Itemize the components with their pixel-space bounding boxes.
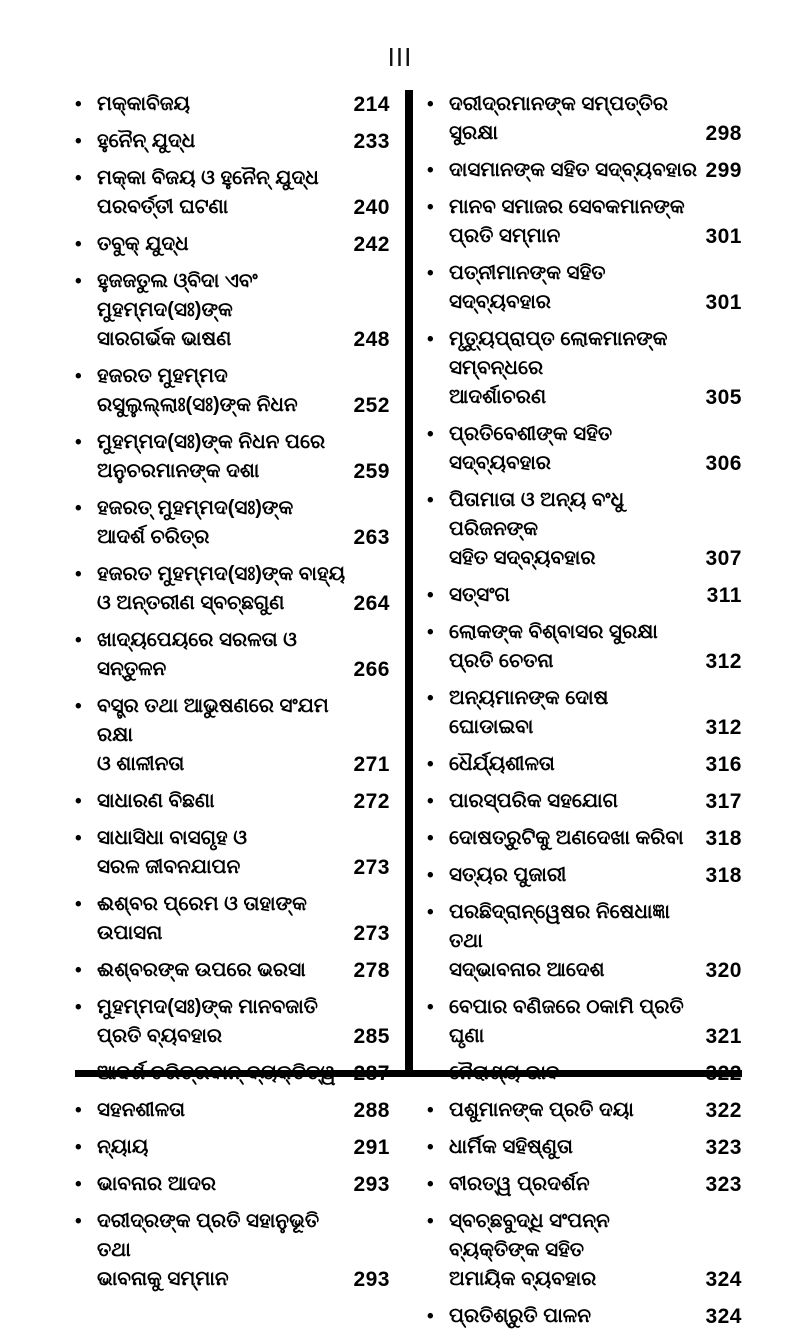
- toc-left-column: [75, 90, 390, 1291]
- bullet-icon: •: [427, 585, 434, 606]
- entry-page-number: 322: [705, 1062, 742, 1085]
- entry-page-number: 311: [706, 584, 742, 607]
- bullet-icon: •: [427, 754, 434, 775]
- toc-entry: [427, 581, 742, 610]
- entry-title: ଲୋକଙ୍କ ବିଶ୍ବାସର ସୁରକ୍ଷା ପ୍ରତି ଚେତନା: [449, 621, 658, 672]
- bullet-icon: •: [427, 865, 434, 886]
- entry-title: ହୁନୈନ୍ ଯୁଦ୍ଧ: [97, 130, 196, 152]
- bullet-icon: •: [427, 1063, 434, 1084]
- toc-entry: [75, 90, 390, 119]
- bullet-icon: •: [75, 366, 82, 387]
- toc-entry: [75, 787, 390, 816]
- bullet-icon: •: [75, 1211, 82, 1232]
- entry-title: ମୁହମ୍ମଦ(ସଃ)ଙ୍କ ମାନବଜାତି ପ୍ରତି ବ୍ୟବହାର: [97, 996, 318, 1047]
- entry-page-number: 273: [353, 856, 390, 879]
- entry-page-number: 323: [705, 1173, 742, 1196]
- entry-title: ବୀରତ୍ୱ ପ୍ରଦର୍ଶନ: [449, 1173, 590, 1195]
- entry-page-number: 248: [353, 328, 390, 351]
- bullet-icon: •: [427, 828, 434, 849]
- toc-entry: [427, 1302, 742, 1331]
- bullet-icon: •: [75, 1100, 82, 1121]
- entry-page-number: 264: [353, 592, 390, 615]
- toc-entry: [427, 684, 742, 742]
- bullet-icon: •: [75, 997, 82, 1018]
- entry-title: ହଜରତ ମୁହମ୍ମଦ(ସଃ)ଙ୍କ ବାହ୍ୟ ଓ ଅନ୍ତରୀଣ ସ୍ବଚ୍ଛଗୁଣ: [97, 563, 346, 614]
- entry-title: ମକ୍କାବିଜୟ: [97, 93, 191, 115]
- entry-page-number: 293: [353, 1173, 390, 1196]
- toc-entry: [75, 1096, 390, 1125]
- entry-title: ମୃତ୍ୟୁପ୍ରାପ୍ତ ଲୋକମାନଙ୍କ ସମ୍ବନ୍ଧରେ ଆଦର୍ଶାଚରଣ: [449, 328, 668, 408]
- bullet-icon: •: [75, 168, 82, 189]
- bullet-icon: •: [75, 828, 82, 849]
- table-of-contents: [75, 90, 742, 1328]
- entry-page-number: 318: [705, 864, 742, 887]
- bullet-icon: •: [427, 1306, 434, 1327]
- toc-entry: [75, 164, 390, 222]
- toc-entry: [75, 626, 390, 684]
- entry-title: ମକ୍କା ବିଜୟ ଓ ହୁନୈନ୍ ଯୁଦ୍ଧ ପରବର୍ତ୍ତୀ ଘଟଣା: [97, 167, 319, 218]
- toc-entry: [427, 259, 742, 317]
- toc-entry: [427, 486, 742, 573]
- bullet-icon: •: [427, 1211, 434, 1232]
- toc-entry: [75, 1059, 390, 1088]
- bullet-icon: •: [427, 902, 434, 923]
- entry-title: ତବୁକ୍ ଯୁଦ୍ଧ: [97, 233, 189, 255]
- bullet-icon: •: [427, 160, 434, 181]
- entry-title: ପାରସ୍ପରିକ ସହଯୋଗ: [449, 790, 618, 812]
- entry-title: ଧାର୍ମିକ ସହିଷ୍ଣୁତା: [449, 1136, 573, 1158]
- toc-entry: [75, 230, 390, 259]
- bullet-icon: •: [427, 997, 434, 1018]
- bullet-icon: •: [75, 564, 82, 585]
- toc-entry: [427, 1207, 742, 1294]
- entry-title: ଅନ୍ୟମାନଙ୍କ ଦୋଷ ଘୋଡାଇବା: [449, 687, 609, 738]
- entry-page-number: 240: [353, 196, 390, 219]
- bullet-icon: •: [75, 791, 82, 812]
- toc-entry: [427, 618, 742, 676]
- entry-page-number: 324: [705, 1268, 742, 1291]
- toc-entry: [427, 861, 742, 890]
- toc-entry: [427, 1133, 742, 1162]
- entry-title: ଦରୀଦ୍ରମାନଙ୍କ ସମ୍ପତ୍ତିର ସୁରକ୍ଷା: [449, 93, 669, 144]
- entry-page-number: 263: [353, 526, 390, 549]
- toc-entry: [427, 787, 742, 816]
- bullet-icon: •: [75, 1137, 82, 1158]
- toc-entry: [75, 824, 390, 882]
- entry-page-number: 287: [353, 1062, 390, 1085]
- bullet-icon: •: [75, 630, 82, 651]
- bullet-icon: •: [75, 498, 82, 519]
- bullet-icon: •: [427, 622, 434, 643]
- toc-entry: [75, 692, 390, 779]
- entry-page-number: 271: [353, 753, 390, 776]
- entry-title: ସହନଶୀଳତା: [97, 1099, 186, 1121]
- bullet-icon: •: [75, 696, 82, 717]
- bullet-icon: •: [75, 960, 82, 981]
- toc-entry: [75, 267, 390, 354]
- entry-page-number: 272: [353, 790, 390, 813]
- entry-page-number: 316: [705, 753, 742, 776]
- entry-title: ପ୍ରତିବେଶୀଙ୍କ ସହିତ ସଦ୍‌ବ୍ୟବହାର: [449, 423, 613, 474]
- column-divider-rule: [405, 90, 413, 1070]
- bullet-icon: •: [427, 1137, 434, 1158]
- entry-title: ଧୈର୍ଯ୍ୟଶୀଳତା: [449, 753, 555, 775]
- bullet-icon: •: [427, 197, 434, 218]
- toc-entry: [75, 956, 390, 985]
- entry-page-number: 301: [705, 225, 742, 248]
- toc-entry: [75, 560, 390, 618]
- toc-entry: [75, 1133, 390, 1162]
- toc-entry: [427, 325, 742, 412]
- toc-entry: [427, 993, 742, 1051]
- entry-page-number: 273: [353, 922, 390, 945]
- entry-title: ଆଦର୍ଶ ଚରିତ୍ରବାନ୍ ବ୍ୟକ୍ତିତ୍ୱ: [97, 1062, 336, 1084]
- entry-page-number: 307: [705, 547, 742, 570]
- entry-title: ନୈରାଶ୍ୟ ଭାବ: [449, 1062, 560, 1084]
- entry-page-number: 318: [705, 827, 742, 850]
- toc-entry: [427, 1059, 742, 1088]
- entry-title: ମୁହମ୍ମଦ(ସଃ)ଙ୍କ ନିଧନ ପରେ ଅନୁଚରମାନଙ୍କ ଦଶା: [97, 431, 326, 482]
- toc-entry: [75, 993, 390, 1051]
- entry-title: ଦରୀଦ୍ରଙ୍କ ପ୍ରତି ସହାନୁଭୂତି ତଥା ଭାବନାକୁ ସମ୍ମାନ: [97, 1210, 320, 1290]
- entry-title: ଈଶ୍ବରଙ୍କ ଉପରେ ଭରସା: [97, 959, 306, 981]
- bullet-icon: •: [75, 894, 82, 915]
- toc-right-column: [427, 90, 742, 1328]
- bullet-icon: •: [75, 234, 82, 255]
- entry-title: ବସ୍ତ୍ର ତଥା ଆଭୁଷଣରେ ସଂଯମ ରକ୍ଷା ଓ ଶାଳୀନତା: [97, 695, 329, 775]
- entry-page-number: 214: [353, 93, 390, 116]
- toc-entry: [75, 1207, 390, 1294]
- entry-page-number: 242: [353, 233, 390, 256]
- entry-page-number: 324: [705, 1305, 742, 1328]
- entry-page-number: 322: [705, 1099, 742, 1122]
- bullet-icon: •: [427, 1100, 434, 1121]
- bullet-icon: •: [427, 424, 434, 445]
- entry-title: ଦୋଷତ୍ରୁଟିକୁ ଅଣଦେଖା କରିବା: [449, 827, 684, 849]
- entry-title: ହଜରତ ମୁହମ୍ମଦ ରସୁଲୁଲ୍ଲାଃ(ସଃ)ଙ୍କ ନିଧନ: [97, 365, 298, 416]
- entry-page-number: 305: [705, 386, 742, 409]
- toc-entry: [427, 420, 742, 478]
- toc-entry: [427, 750, 742, 779]
- bullet-icon: •: [75, 1174, 82, 1195]
- toc-entry: [427, 824, 742, 853]
- entry-title: ଖାଦ୍ୟପେୟରେ ସରଳତା ଓ ସନ୍ତୁଳନ: [97, 629, 297, 680]
- entry-page-number: 278: [353, 959, 390, 982]
- book-page: [0, 42, 800, 1328]
- entry-page-number: 312: [705, 650, 742, 673]
- toc-entry: [427, 193, 742, 251]
- entry-title: ପଶୁମାନଙ୍କ ପ୍ରତି ଦୟା: [449, 1099, 634, 1121]
- entry-title: ଈଶ୍ବର ପ୍ରେମ ଓ ତାହାଙ୍କ ଉପାସନା: [97, 893, 307, 944]
- toc-entry: [427, 156, 742, 185]
- bullet-icon: •: [427, 490, 434, 511]
- entry-title: ପିତାମାତା ଓ ଅନ୍ୟ ବଂଧୁ ପରିଜନଙ୍କ ସହିତ ସଦ୍‌ବ୍ୟବହାର: [449, 489, 625, 569]
- entry-page-number: 233: [353, 130, 390, 153]
- toc-entry: [75, 494, 390, 552]
- entry-title: ସାଧାରଣ ବିଛଣା: [97, 790, 215, 812]
- toc-entry: [75, 362, 390, 420]
- bullet-icon: •: [427, 1174, 434, 1195]
- entry-title: ମାନବ ସମାଜର ସେବକମାନଙ୍କ ପ୍ରତି ସମ୍ମାନ: [449, 196, 685, 247]
- entry-page-number: 301: [705, 291, 742, 314]
- entry-page-number: 312: [705, 716, 742, 739]
- entry-title: ସତ୍ୟର ପୁଜାରୀ: [449, 864, 567, 886]
- entry-page-number: 320: [705, 959, 742, 982]
- entry-page-number: 323: [705, 1136, 742, 1159]
- bullet-icon: •: [427, 329, 434, 350]
- bullet-icon: •: [75, 271, 82, 292]
- entry-title: ଭାବନାର ଆଦର: [97, 1173, 217, 1195]
- bullet-icon: •: [75, 131, 82, 152]
- page-title: III: [387, 42, 413, 72]
- entry-page-number: 259: [353, 460, 390, 483]
- entry-page-number: 293: [353, 1268, 390, 1291]
- toc-entry: [427, 90, 742, 148]
- entry-page-number: 298: [705, 122, 742, 145]
- toc-entry: [75, 1170, 390, 1199]
- toc-entry: [75, 890, 390, 948]
- entry-page-number: 288: [353, 1099, 390, 1122]
- entry-title: ସ୍ବଚ୍ଛବୁଦ୍ଧି ସଂପନ୍ନ ବ୍ୟକ୍ତିଙ୍କ ସହିତ ଅମାୟିକ ବ୍ୟବହାର: [449, 1210, 610, 1290]
- entry-title: ପ୍ରତିଶ୍ରୁତି ପାଳନ: [449, 1305, 591, 1327]
- entry-title: ହୁଜଜତୁଲ ଓ୍ବିଦା ଏବଂ ମୁହମ୍ମଦ(ସଃ)ଙ୍କ ସାରଗର୍ଭକ ଭାଷଣ: [97, 270, 258, 350]
- entry-page-number: 291: [353, 1136, 390, 1159]
- toc-entry: [75, 127, 390, 156]
- bullet-icon: •: [75, 432, 82, 453]
- toc-entry: [427, 1170, 742, 1199]
- bullet-icon: •: [427, 688, 434, 709]
- entry-title: ହଜରତ୍ ମୁହମ୍ମଦ(ସଃ)ଙ୍କ ଆଦର୍ଶ ଚରିତ୍ର: [97, 497, 294, 548]
- entry-title: ଦାସମାନଙ୍କ ସହିତ ସଦ୍‌ବ୍ୟବହାର: [449, 159, 698, 181]
- entry-title: ନ୍ୟାୟ: [97, 1136, 149, 1158]
- entry-title: ସାଧାସିଧା ବାସଗୃହ ଓ ସରଳ ଜୀବନଯାପନ: [97, 827, 247, 878]
- toc-entry: [75, 428, 390, 486]
- entry-page-number: 285: [353, 1025, 390, 1048]
- entry-title: ସତ୍‌ସଂଗ: [449, 584, 510, 606]
- entry-page-number: 317: [705, 790, 742, 813]
- bullet-icon: •: [75, 1063, 82, 1084]
- toc-entry: [427, 898, 742, 985]
- entry-page-number: 299: [705, 159, 742, 182]
- entry-title: ପତ୍ନୀମାନଙ୍କ ସହିତ ସଦ୍‌ବ୍ୟବହାର: [449, 262, 606, 313]
- entry-title: ବେପାର ବଣିଜରେ ଠକାମି ପ୍ରତି ଘୃଣା: [449, 996, 684, 1047]
- entry-title: ପରଛିଦ୍ରାନ୍ୱେଷର ନିଷେଧାଜ୍ଞା ତଥା ସଦ୍‌ଭାବନାର ଆଦେଶ: [449, 901, 670, 981]
- toc-entry: [427, 1096, 742, 1125]
- bullet-icon: •: [427, 263, 434, 284]
- entry-page-number: 252: [353, 394, 390, 417]
- entry-page-number: 306: [705, 452, 742, 475]
- entry-page-number: 266: [353, 658, 390, 681]
- bullet-icon: •: [427, 94, 434, 115]
- entry-page-number: 321: [705, 1025, 742, 1048]
- bullet-icon: •: [75, 94, 82, 115]
- bullet-icon: •: [427, 791, 434, 812]
